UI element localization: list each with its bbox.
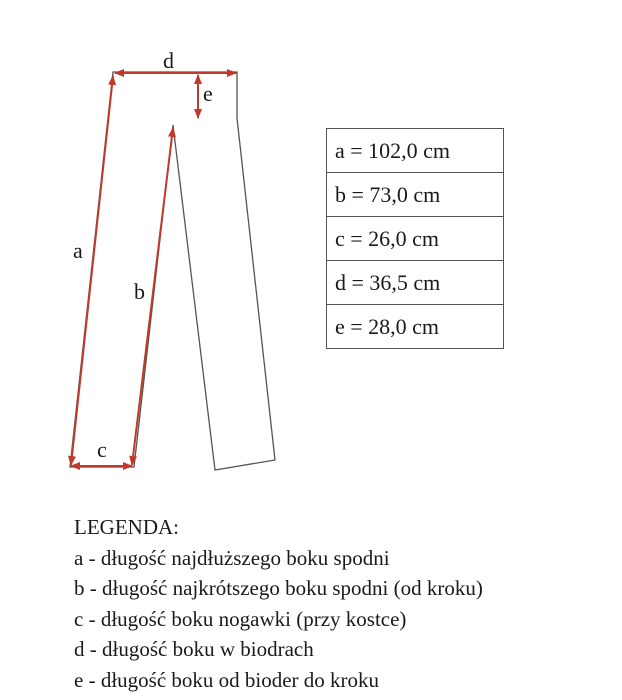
measurement-b: b = 73,0 cm (327, 173, 504, 217)
label-d: d (163, 48, 174, 73)
measurement-d: d = 36,5 cm (327, 261, 504, 305)
table-row (327, 129, 504, 173)
legend-title: LEGENDA: (74, 515, 179, 539)
table-row (327, 261, 504, 305)
label-e: e (203, 81, 213, 106)
legend-item-a: a - długość najdłuższego boku spodni (74, 545, 390, 570)
measurement-a: a = 102,0 cm (327, 129, 504, 173)
measurements-table (326, 128, 504, 349)
legend-item-d: d - długość boku w biodrach (74, 637, 314, 661)
table-row (327, 305, 504, 349)
table-row (327, 217, 504, 261)
legend-item-b: b - długość najkrótszego boku spodni (od kroku) (74, 576, 483, 600)
legend (74, 512, 614, 695)
arrow-a (71, 76, 113, 465)
label-b: b (134, 279, 145, 304)
legend-item-e: e - długość boku od bioder do kroku (74, 667, 380, 692)
label-c: c (97, 437, 107, 462)
label-a: a (73, 238, 83, 263)
measurement-e: e = 28,0 cm (327, 305, 504, 349)
legend-item-c: c - długość boku nogawki (przy kostce) (74, 606, 407, 631)
table-row (327, 173, 504, 217)
measurement-c: c = 26,0 cm (327, 217, 504, 261)
